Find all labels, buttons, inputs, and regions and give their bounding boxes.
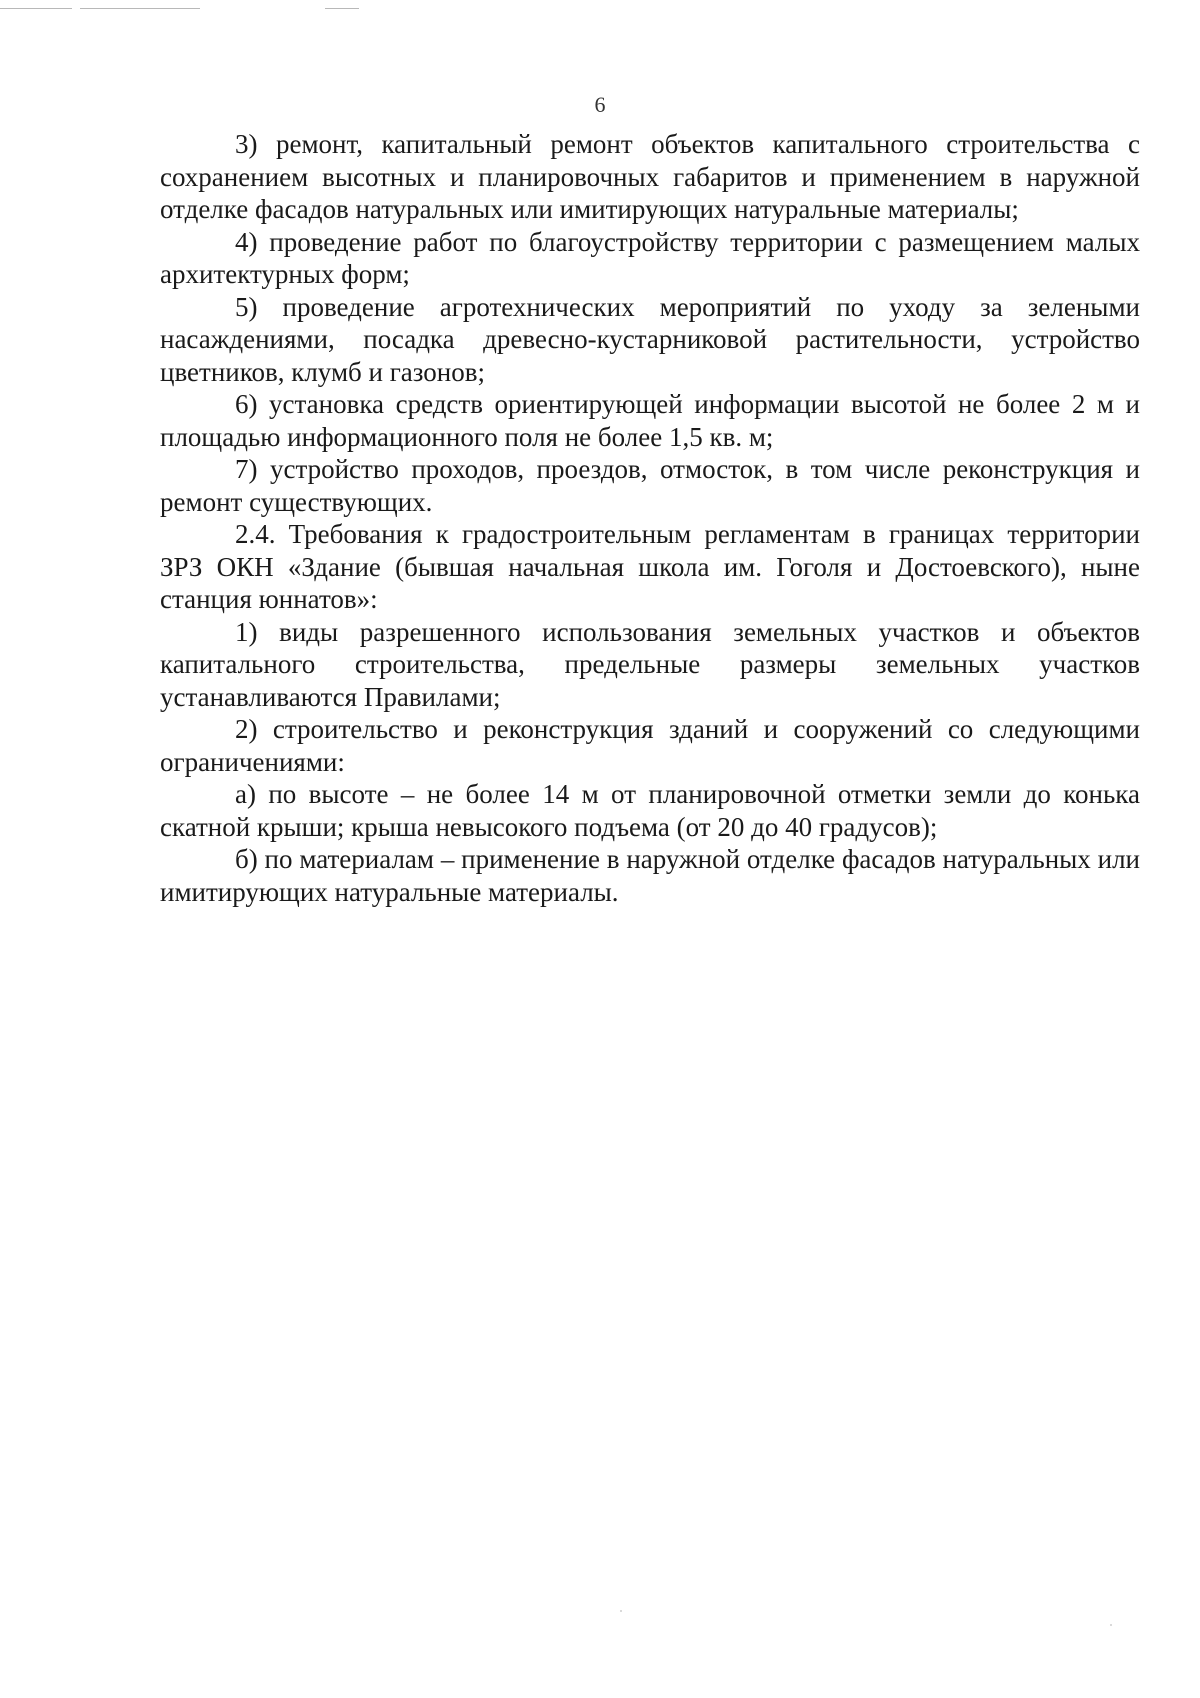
scan-artifact-line xyxy=(325,8,359,9)
scan-artifact-marks xyxy=(0,8,400,12)
document-body xyxy=(160,128,1140,908)
paragraph-item-7: 7) устройство проходов, проездов, отмосток, в том числе реконструкция и ремонт существующих. xyxy=(160,454,1140,517)
paragraph-subitem-2: 2) строительство и реконструкция зданий и сооружений со следующими ограничениями: xyxy=(160,714,1140,777)
paragraph-section-2-4: 2.4. Требования к градостроительным регламентам в границах территории ЗРЗ ОКН «Здание (бывшая начальная школа им. Гоголя и Достоевского), ныне станция юннатов»: xyxy=(160,519,1140,614)
paragraph-item-5: 5) проведение агротехнических мероприятий по уходу за зелеными насаждениями, посадка древесно-кустарниковой растительности, устройство цветников, клумб и газонов; xyxy=(160,291,1140,387)
scan-speck xyxy=(620,1610,622,1612)
scan-speck xyxy=(1110,1624,1112,1626)
page-number: 6 xyxy=(594,92,606,117)
paragraph-subitem-a: а) по высоте – не более 14 м от планировочной отметки земли до конька скатной крыши; крыша невысокого подъема (от 20 до 40 градусов); xyxy=(160,779,1140,842)
scan-artifact-line xyxy=(80,8,200,9)
paragraph-subitem-b: б) по материалам – применение в наружной отделке фасадов натуральных или имитирующих натуральные материалы. xyxy=(160,844,1140,907)
paragraph-item-4: 4) проведение работ по благоустройству территории с размещением малых архитектурных форм; xyxy=(160,226,1140,289)
paragraph-item-3: 3) ремонт, капитальный ремонт объектов капитального строительства с сохранением высотных и планировочных габаритов и применением в наружной отделке фасадов натуральных или имитирующих натуральные материалы; xyxy=(160,129,1140,224)
paragraph-item-6: 6) установка средств ориентирующей информации высотой не более 2 м и площадью информационного поля не более 1,5 кв. м; xyxy=(160,389,1140,452)
paragraph-subitem-1: 1) виды разрешенного использования земельных участков и объектов капитального строительства, предельные размеры земельных участков устанавливаются Правилами; xyxy=(160,616,1140,712)
scan-artifact-line xyxy=(0,8,72,9)
